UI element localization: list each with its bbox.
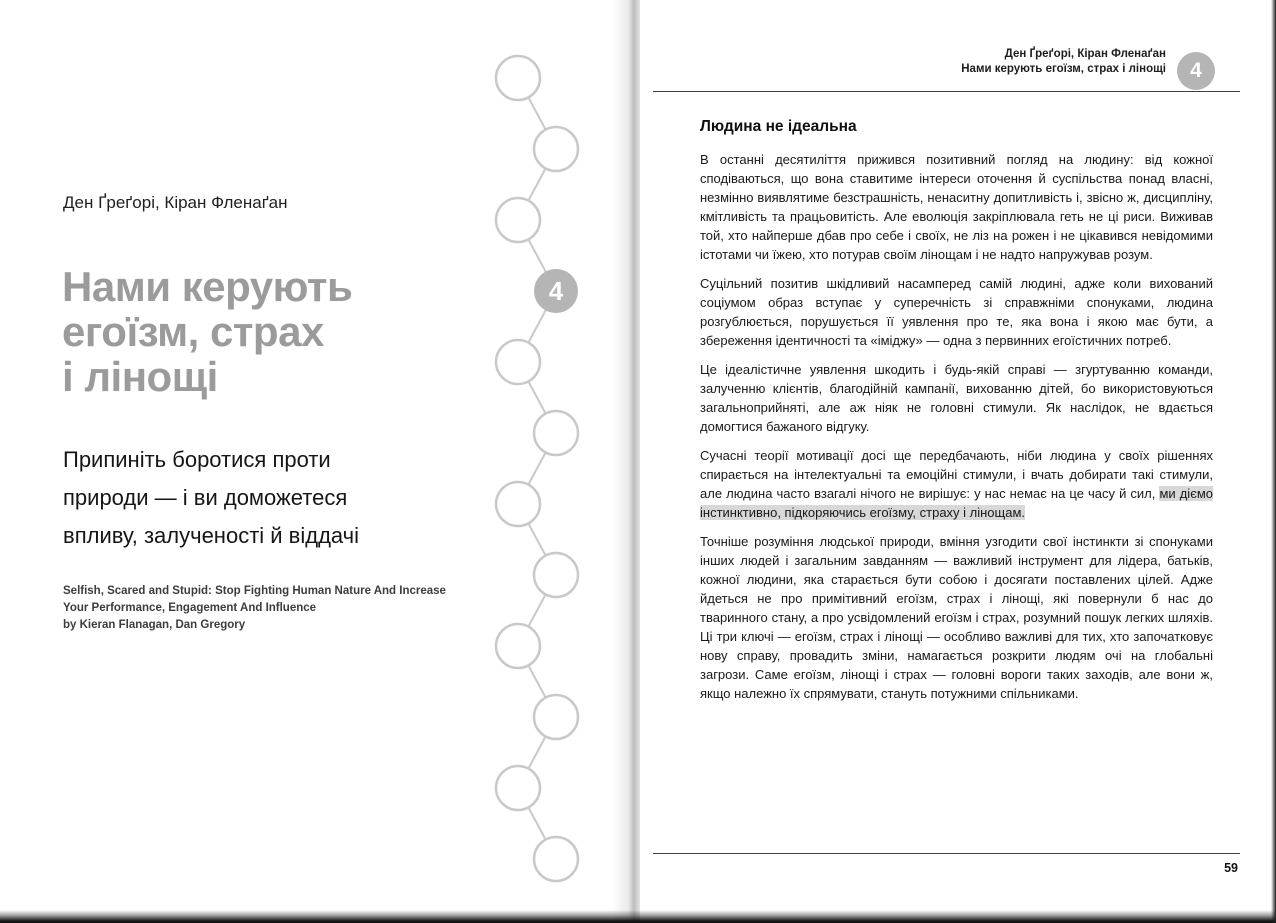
subtitle-line-3: впливу, залученості й віддачі	[63, 523, 360, 548]
paragraph-text: Це ідеалістичне уявлення шкодить і будь-якій справі — згуртуванню команди, залученню клієнтів, благодійній кампанії, вихованню дітей, бо використовуються загальноприйняті, але аж ніяк не головні стимули. Як наслідок, не вдається домогтися бажаного відгуку.	[700, 362, 1213, 434]
header-rule	[653, 91, 1240, 92]
subtitle-line-1: Припиніть боротися проти	[63, 447, 331, 472]
original-title-line-1: Selfish, Scared and Stupid: Stop Fighting Human Nature And Increase	[63, 585, 446, 597]
subtitle-line-2: природи — і ви доможетеся	[63, 485, 348, 510]
paragraph	[700, 532, 1213, 703]
footer-rule	[653, 853, 1240, 854]
scan-edge-bottom	[0, 910, 1276, 923]
highlighted-text: ми діємо інстинктивно, підкоряючись егоїзму, страху і лінощам.	[700, 486, 1213, 520]
authors-line: Ден Ґреґорі, Кіран Фленаґан	[63, 193, 288, 212]
paragraph-text: В останні десятиліття прижився позитивний погляд на людину: від кожної сподіваються, що вона ставитиме інтереси оточення й суспільства понад власні, незмінно виявлятиме безстрашність, ненаситну допитливість і, звісно ж, дисципліну, кмітливість та працьовитість. Але еволюція закріплювала геть не ці риси. Виживав той, хто найперше дбав про себе і своїх, не ліз на рожен і не цікавився невідомими істотами чи їжею, хто потурав своїм лінощам і не надто напружував розум.	[700, 152, 1213, 262]
book-title	[62, 264, 352, 399]
section-heading: Людина не ідеальна	[700, 118, 857, 135]
paragraph-text: Сучасні теорії мотивації досі ще передбачають, ніби людина у своїх рішеннях спирається на інтелектуальні та емоційні стимули, і вчать добирати такі стимули, але людина часто взагалі нічого не вирішує: у нас немає на це часу й сил,	[700, 448, 1213, 501]
body-paragraphs	[700, 150, 1213, 703]
chapter-number-badge: 4	[1177, 52, 1215, 90]
book-title-line-1: Нами керують	[62, 263, 353, 310]
original-title-line-2: Your Performance, Engagement And Influence	[63, 602, 317, 614]
svg-text:4: 4	[548, 276, 564, 306]
paragraph	[700, 274, 1213, 350]
running-header	[961, 47, 1166, 77]
chapter-content	[700, 118, 1213, 713]
original-title	[63, 583, 446, 634]
paragraph	[700, 446, 1213, 522]
chapter-chain-graphic	[480, 40, 600, 902]
running-header-authors: Ден Ґреґорі, Кіран Фленаґан	[1004, 48, 1166, 60]
paragraph-text: Суцільний позитив шкідливий насамперед самій людині, адже коли вихований соціумом образ вступає у суперечність зі справжніми спонуками, людина розгублюється, порушується її уявлення про те, яка вона і якою має бути, а збереження ідентичності та «іміджу» — одна з первинних егоїстичних потреб.	[700, 276, 1213, 348]
book-title-line-3: і лінощі	[62, 353, 218, 400]
scan-edge-right	[1271, 0, 1276, 923]
paragraph-text: Точніше розуміння людської природи, вміння узгодити свої інстинкти зі спонуками інших людей і загальним завданням — важливий інструмент для лідера, батьків, кожної людини, яка старається бути собою і досягати поставлених цілей. Адже йдеться не про примітивний егоїзм, страх і лінощі, які повернули б нас до тваринного стану, а про усвідомлений егоїзм і страх, розумний пошук легких шляхів. Ці три ключі — егоїзм, страх і лінощі — особливо важливі для тих, хто започатковує нову справу, провадить зміни, намагається розкрити людям очі на глобальні загрози. Саме егоїзм, лінощі і страх — головні вороги таких заходів, але вони ж, якщо належно їх спрямувати, стануть потужними спільниками.	[700, 534, 1213, 701]
page-number: 59	[1224, 861, 1238, 875]
left-page	[0, 0, 632, 923]
book-title-line-2: егоїзм, страх	[62, 308, 324, 355]
book-subtitle	[63, 441, 359, 555]
paragraph	[700, 360, 1213, 436]
paragraph	[700, 150, 1213, 264]
right-page	[640, 0, 1276, 923]
original-title-line-3: by Kieran Flanagan, Dan Gregory	[63, 619, 246, 631]
running-header-title: Нами керують егоїзм, страх і лінощі	[961, 63, 1166, 75]
